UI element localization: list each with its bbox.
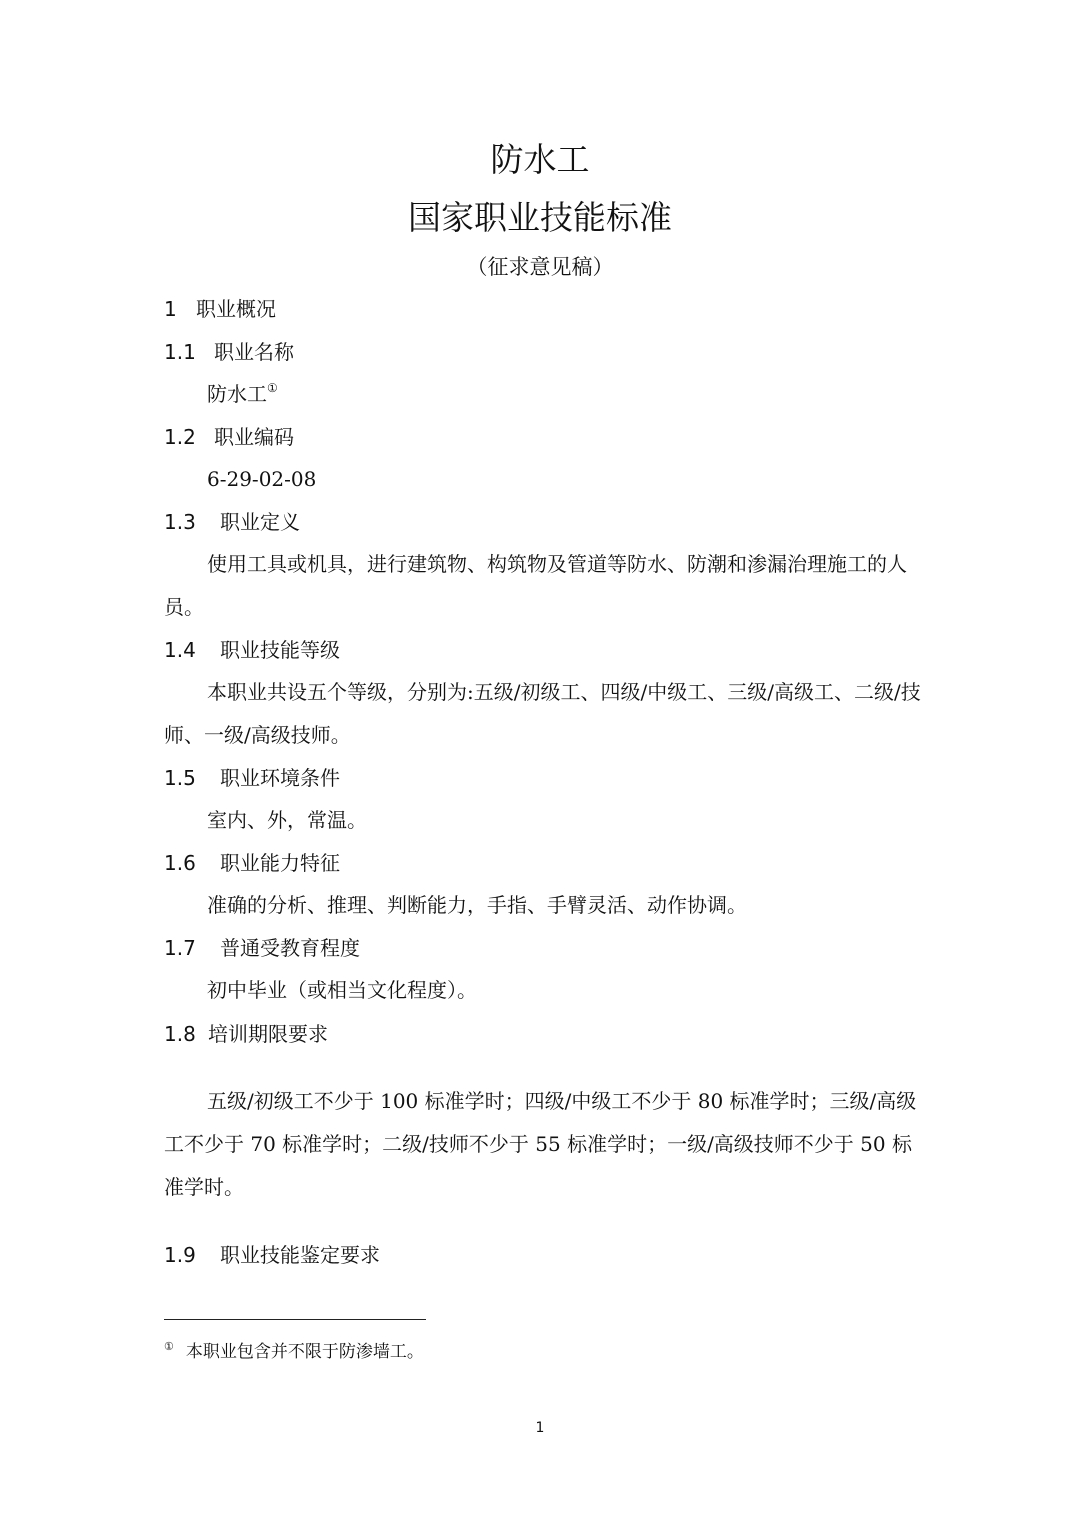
section-heading-1-6 bbox=[164, 848, 340, 878]
section-number: 1.7 bbox=[164, 936, 196, 960]
section-heading-1-8 bbox=[164, 1019, 328, 1049]
section-title: 普通受教育程度 bbox=[220, 936, 360, 960]
section-title: 职业名称 bbox=[214, 340, 294, 364]
section-title: 职业定义 bbox=[220, 510, 300, 534]
section-number: 1.4 bbox=[164, 638, 196, 662]
document-subtitle: 国家职业技能标准 bbox=[408, 198, 672, 237]
training-duration: 五级/初级工不少于 100 标准学时；四级/中级工不少于 80 标准学时；三级/高级工不少于 70 标准学时；二级/技师不少于 55 标准学时；一级/高级技师不少于 50 标准学时。 bbox=[164, 1089, 917, 1199]
section-heading-1-7 bbox=[164, 933, 360, 963]
section-number: 1.8 bbox=[164, 1022, 196, 1046]
section-title: 职业技能等级 bbox=[220, 638, 340, 662]
footnote bbox=[164, 1340, 424, 1364]
section-title: 职业技能鉴定要求 bbox=[220, 1243, 380, 1267]
page-number: 1 bbox=[535, 1420, 545, 1436]
education-level: 初中毕业（或相当文化程度）。 bbox=[207, 978, 477, 1002]
section-title: 职业概况 bbox=[196, 297, 276, 321]
draft-note: （征求意见稿） bbox=[466, 255, 614, 279]
section-number: 1.9 bbox=[164, 1243, 196, 1267]
section-title: 职业环境条件 bbox=[220, 766, 340, 790]
section-title: 职业编码 bbox=[214, 425, 294, 449]
document-title: 防水工 bbox=[490, 140, 590, 179]
footnote-divider bbox=[164, 1319, 426, 1320]
section-number: 1.6 bbox=[164, 851, 196, 875]
section-number: 1 bbox=[164, 297, 177, 321]
occupation-name-text: 防水工 bbox=[207, 382, 267, 406]
section-heading-1-1 bbox=[164, 337, 294, 367]
section-heading-1-9 bbox=[164, 1240, 380, 1270]
ability-characteristics: 准确的分析、推理、判断能力，手指、手臂灵活、动作协调。 bbox=[207, 893, 747, 917]
working-conditions: 室内、外，常温。 bbox=[207, 808, 367, 832]
section-heading-1-3 bbox=[164, 507, 300, 537]
skill-levels: 本职业共设五个等级，分别为:五级/初级工、四级/中级工、三级/高级工、二级/技师、一级/高级技师。 bbox=[164, 680, 921, 747]
section-title: 职业能力特征 bbox=[220, 851, 340, 875]
section-number: 1.5 bbox=[164, 766, 196, 790]
footnote-reference: ① bbox=[267, 381, 278, 395]
footnote-mark: ① bbox=[164, 1340, 174, 1353]
occupation-name bbox=[164, 373, 919, 416]
footnote-text: 本职业包含并不限于防渗墙工。 bbox=[185, 1342, 424, 1362]
section-heading-1 bbox=[164, 294, 276, 324]
section-number: 1.2 bbox=[164, 425, 196, 449]
occupation-code: 6-29-02-08 bbox=[207, 467, 317, 491]
section-heading-1-4 bbox=[164, 635, 340, 665]
section-number: 1.3 bbox=[164, 510, 196, 534]
section-heading-1-5 bbox=[164, 763, 340, 793]
section-title: 培训期限要求 bbox=[208, 1022, 328, 1046]
section-number: 1.1 bbox=[164, 340, 196, 364]
occupation-definition: 使用工具或机具，进行建筑物、构筑物及管道等防水、防潮和渗漏治理施工的人员。 bbox=[164, 552, 907, 619]
section-heading-1-2 bbox=[164, 422, 294, 452]
